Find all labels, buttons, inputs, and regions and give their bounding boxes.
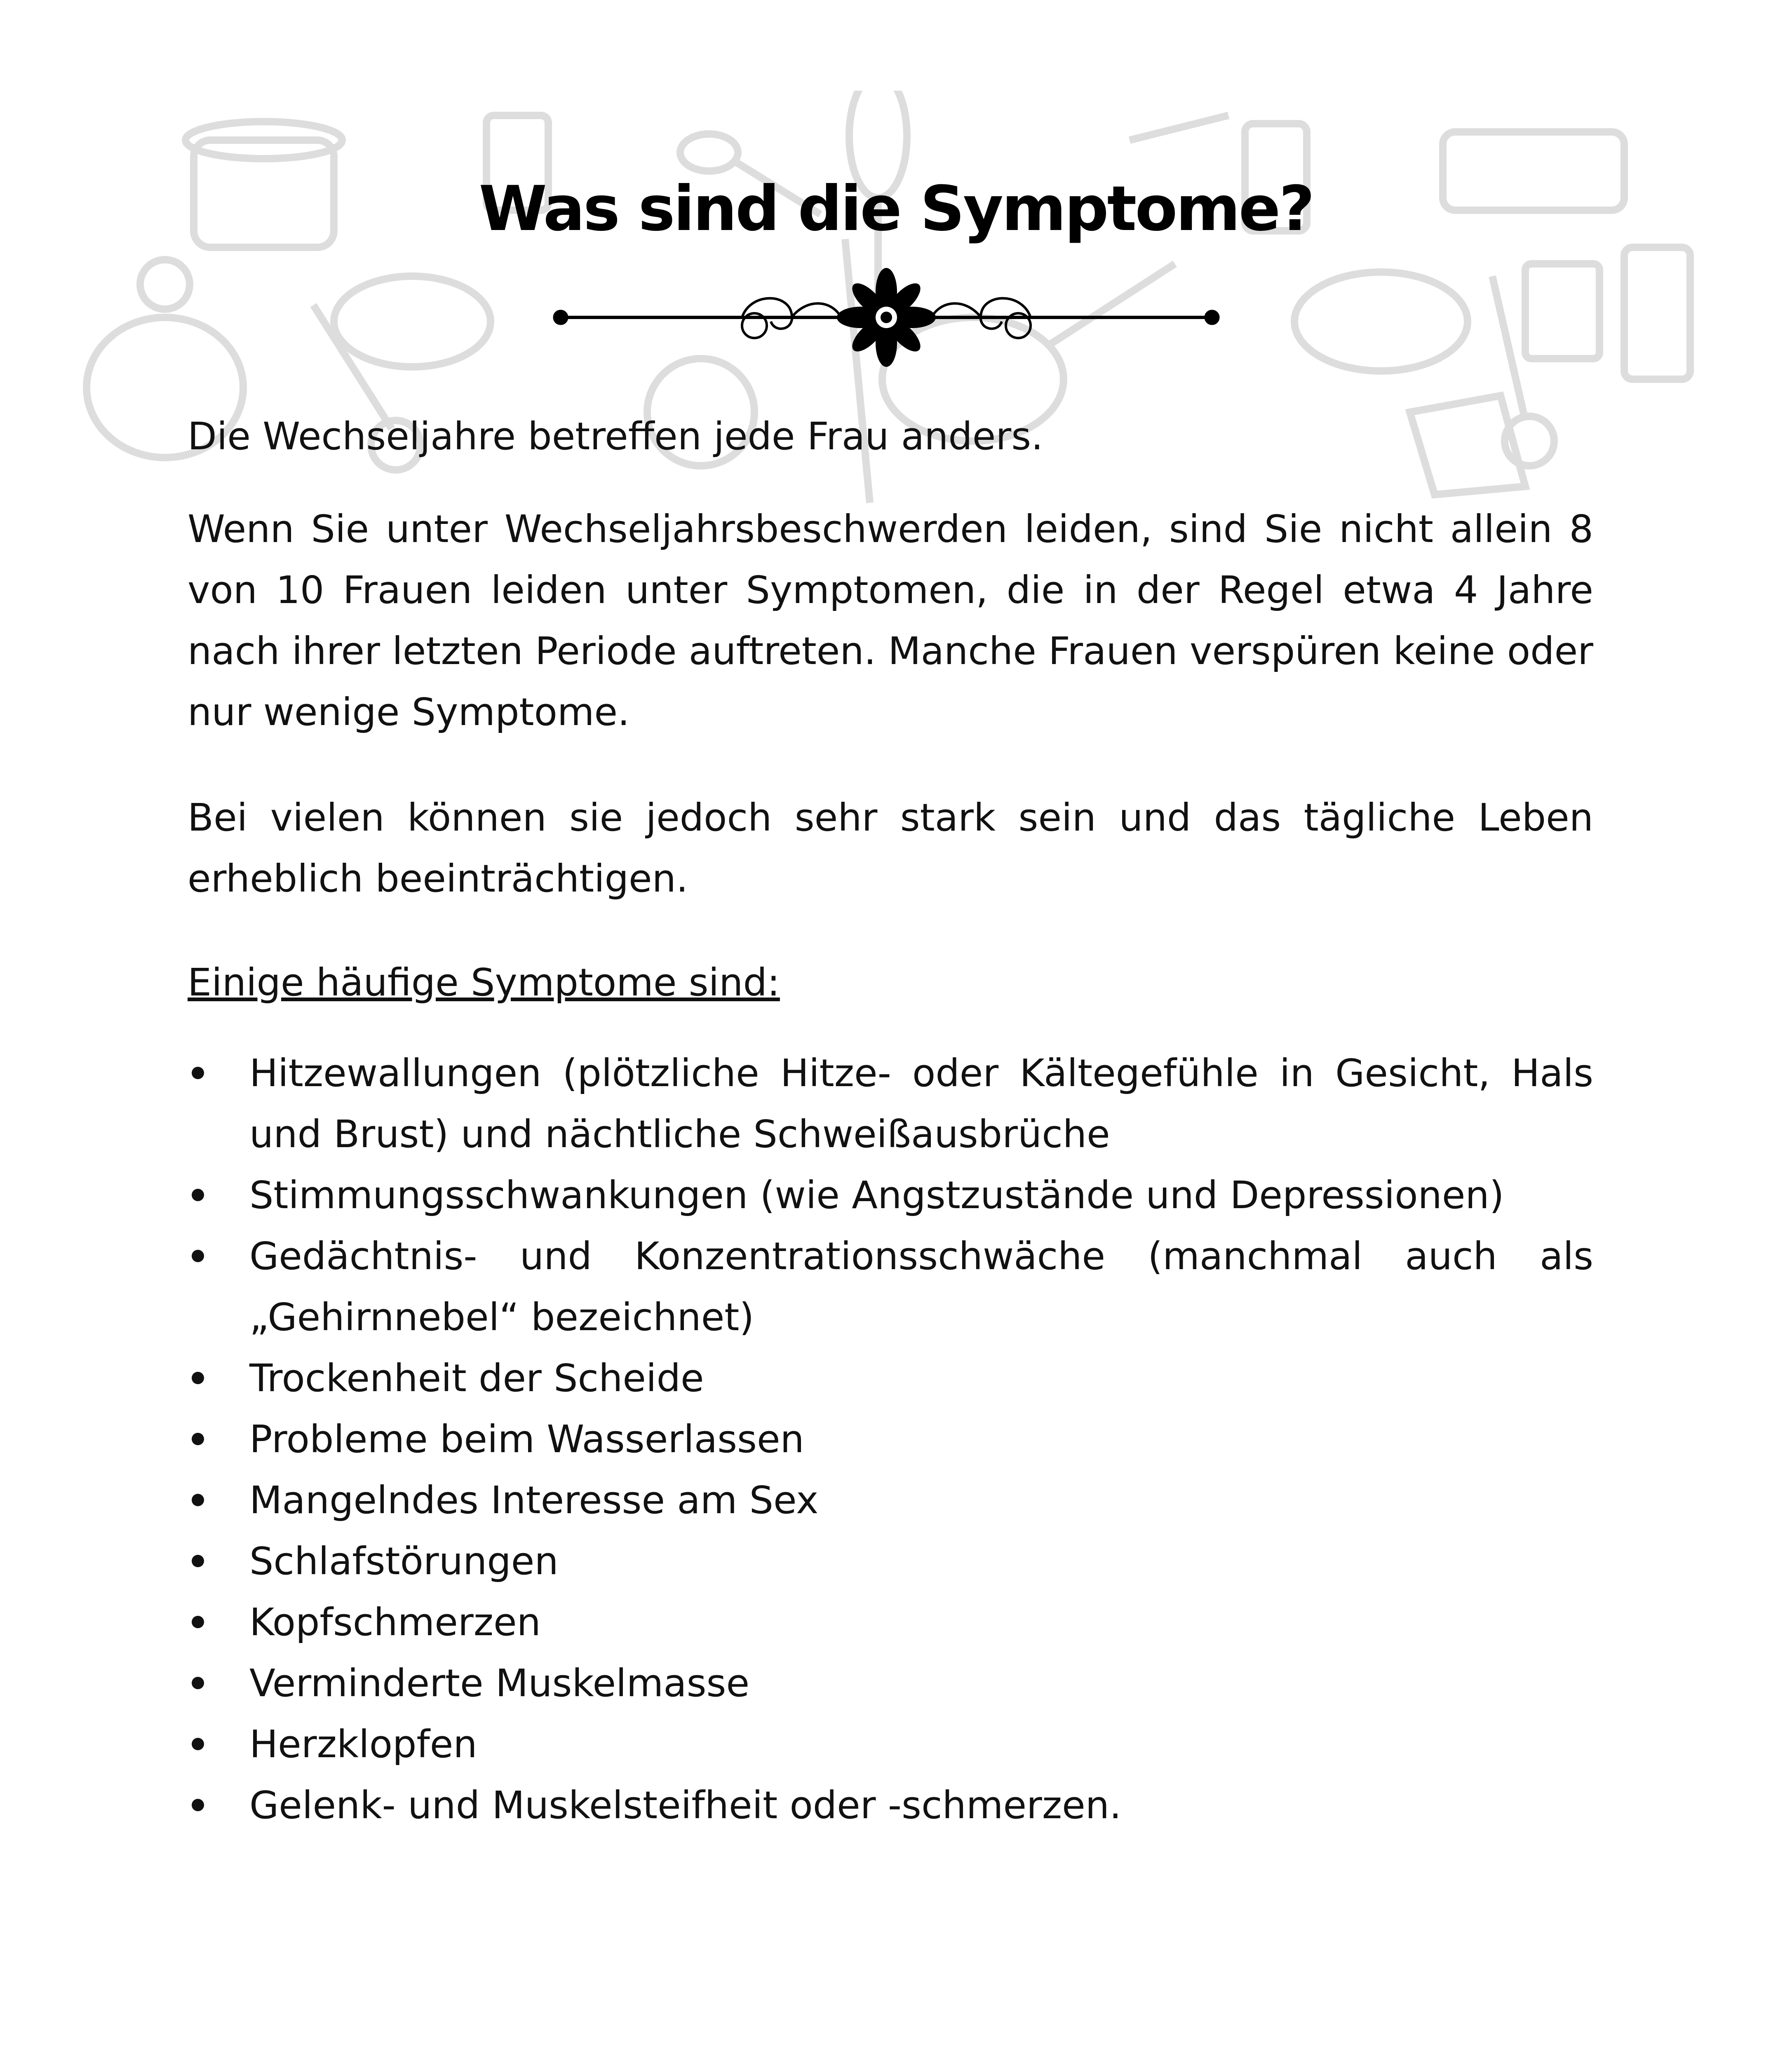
list-item-text: Verminderte Muskelmasse <box>249 1661 750 1705</box>
bullet-icon <box>192 1189 204 1201</box>
bullet-icon <box>192 1372 204 1384</box>
bullet-icon <box>192 1555 204 1567</box>
list-item <box>188 1653 1593 1714</box>
page-title: Was sind die Symptome? <box>479 173 1313 245</box>
list-item-text: Herzklopfen <box>249 1722 477 1766</box>
bullet-icon <box>192 1799 204 1811</box>
list-item-text: Gedächtnis- und Konzentrationsschwäche (manchmal auch als „Gehirnnebel“ bezeichnet) <box>249 1234 1593 1339</box>
list-item <box>188 1470 1593 1531</box>
list-item <box>188 1226 1593 1348</box>
list-item <box>188 1775 1593 1836</box>
severity-paragraph: Bei vielen können sie jedoch sehr stark sein und das tägliche Leben erheblich beeinträchtigen. <box>188 796 1593 901</box>
bullet-icon <box>192 1067 204 1079</box>
list-item-text: Mangelndes Interesse am Sex <box>249 1478 819 1522</box>
list-item <box>188 1043 1593 1165</box>
list-item <box>188 1531 1593 1592</box>
list-item-text: Trockenheit der Scheide <box>249 1356 704 1400</box>
bullet-icon <box>192 1616 204 1628</box>
list-item <box>188 1592 1593 1653</box>
symptoms-heading: Einige häufige Symptome sind: <box>188 960 780 1005</box>
flower-divider-icon <box>544 264 1228 371</box>
list-item-text: Hitzewallungen (plötzliche Hitze- oder Kältegefühle in Gesicht, Hals und Brust) und nächtliche Schweißausbrüche <box>249 1051 1593 1156</box>
list-item-text: Gelenk- und Muskelsteifheit oder -schmerzen. <box>249 1783 1122 1827</box>
list-item-text: Kopfschmerzen <box>249 1600 541 1644</box>
statistics-paragraph: Wenn Sie unter Wechseljahrsbeschwerden leiden, sind Sie nicht allein 8 von 10 Frauen leiden unter Symptomen, die in der Regel etwa 4 Jahre nach ihrer letzten Periode auftreten. Manche Frauen verspüren keine oder nur wenige Symptome. <box>188 507 1593 734</box>
bullet-icon <box>192 1250 204 1262</box>
list-item-text: Schlafstörungen <box>249 1539 559 1583</box>
bullet-icon <box>192 1433 204 1445</box>
list-item <box>188 1714 1593 1775</box>
list-item-text: Probleme beim Wasserlassen <box>249 1417 804 1461</box>
list-item-text: Stimmungsschwankungen (wie Angstzustände und Depressionen) <box>249 1173 1504 1217</box>
list-item <box>188 1409 1593 1470</box>
list-item <box>188 1165 1593 1226</box>
bullet-icon <box>192 1677 204 1689</box>
bullet-icon <box>192 1494 204 1506</box>
list-item <box>188 1348 1593 1409</box>
bullet-icon <box>192 1738 204 1750</box>
intro-paragraph: Die Wechseljahre betreffen jede Frau anders. <box>188 414 1043 458</box>
symptom-list <box>188 1043 1593 1836</box>
